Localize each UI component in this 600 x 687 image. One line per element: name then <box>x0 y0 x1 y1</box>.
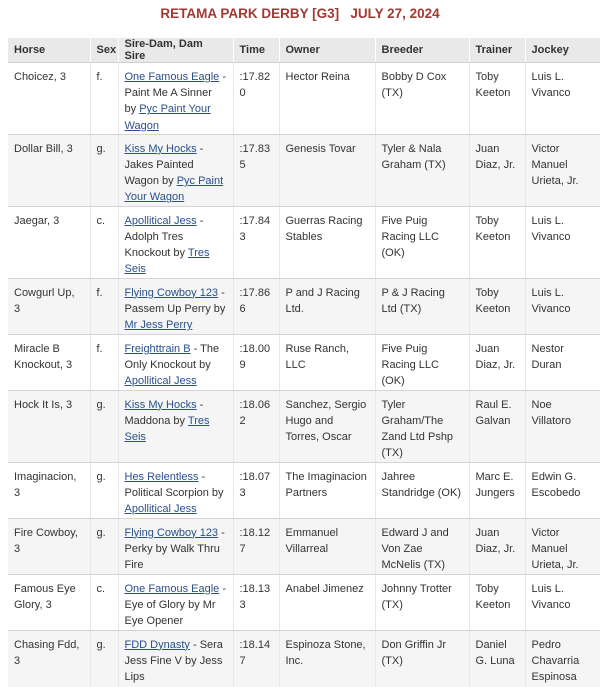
time-cell: :17.820 <box>233 63 279 135</box>
horse-cell: Imaginacion, 3 <box>8 462 90 518</box>
jockey-cell: Noe Villatoro <box>525 390 600 462</box>
dam-name: Perky <box>124 542 153 555</box>
time-cell: :18.147 <box>233 630 279 687</box>
owner-cell: Hector Reina <box>279 63 375 135</box>
pedigree-cell: One Famous Eagle - Paint Me A Sinner by Pyc Paint Your Wagon <box>118 63 233 135</box>
sex-cell: g. <box>90 390 118 462</box>
trainer-cell: Marc E. Jungers <box>469 462 525 518</box>
breeder-cell: Don Griffin Jr (TX) <box>375 630 469 687</box>
dam-name: Paint Me A Sinner <box>124 87 212 100</box>
trainer-cell: Juan Diaz, Jr. <box>469 518 525 574</box>
owner-cell: Ruse Ranch, LLC <box>279 334 375 390</box>
table-row <box>8 518 600 574</box>
col-header-owner: Owner <box>279 38 375 63</box>
horse-cell: Dollar Bill, 3 <box>8 134 90 206</box>
sire-link[interactable]: Kiss My Hocks <box>124 398 197 411</box>
dam-name: Jakes Painted Wagon <box>124 159 194 188</box>
jockey-cell: Pedro Chavarria Espinosa <box>525 630 600 687</box>
damsire-name: Walk Thru Fire <box>124 542 220 572</box>
jockey-cell: Nestor Duran <box>525 334 600 390</box>
breeder-cell: P & J Racing Ltd (TX) <box>375 278 469 334</box>
trainer-cell: Toby Keeton <box>469 574 525 630</box>
damsire-name: Mr Eye Opener <box>124 598 216 628</box>
page-title: RETAMA PARK DERBY [G3] JULY 27, 2024 <box>160 6 440 21</box>
damsire-link[interactable]: Pyc Paint Your Wagon <box>124 103 211 132</box>
sire-link[interactable]: One Famous Eagle <box>124 71 220 83</box>
horse-cell: Cowgurl Up, 3 <box>8 278 90 334</box>
time-cell: :18.062 <box>233 390 279 462</box>
dam-name: Passem Up Perry <box>124 302 211 315</box>
trainer-cell: Daniel G. Luna <box>469 630 525 687</box>
table-row <box>8 63 600 135</box>
pedigree-cell: Flying Cowboy 123 - Passem Up Perry by Mr Jess Perry <box>118 278 233 334</box>
owner-cell: Genesis Tovar <box>279 134 375 206</box>
horse-cell: Hock It Is, 3 <box>8 390 90 462</box>
breeder-cell: Jahree Standridge (OK) <box>375 462 469 518</box>
trainer-cell: Toby Keeton <box>469 206 525 278</box>
results-table <box>8 38 600 687</box>
dam-name: Political Scorpion <box>124 486 209 499</box>
pedigree-cell: Hes Relentless - Political Scorpion by Apollitical Jess <box>118 462 233 518</box>
jockey-cell: Luis L. Vivanco <box>525 206 600 278</box>
horse-cell: Choicez, 3 <box>8 63 90 135</box>
sex-cell: f. <box>90 63 118 135</box>
breeder-cell: Bobby D Cox (TX) <box>375 63 469 135</box>
sire-link[interactable]: Flying Cowboy 123 <box>124 526 219 539</box>
sex-cell: g. <box>90 630 118 687</box>
time-cell: :18.127 <box>233 518 279 574</box>
dam-name: Eye of Glory <box>124 598 186 611</box>
owner-cell: Espinoza Stone, Inc. <box>279 630 375 687</box>
breeder-cell: Edward J and Von Zae McNelis (TX) <box>375 518 469 574</box>
trainer-cell: Juan Diaz, Jr. <box>469 334 525 390</box>
table-row <box>8 334 600 390</box>
pedigree-cell: Kiss My Hocks - Maddona by Tres Seis <box>118 390 233 462</box>
owner-cell: Sanchez, Sergio Hugo and Torres, Oscar <box>279 390 375 462</box>
table-row <box>8 630 600 687</box>
col-header-jockey: Jockey <box>525 38 600 63</box>
col-header-time: Time <box>233 38 279 63</box>
horse-cell: Jaegar, 3 <box>8 206 90 278</box>
jockey-cell: Luis L. Vivanco <box>525 574 600 630</box>
breeder-cell: Tyler & Nala Graham (TX) <box>375 134 469 206</box>
owner-cell: The Imaginacion Partners <box>279 462 375 518</box>
sex-cell: c. <box>90 206 118 278</box>
owner-cell: P and J Racing Ltd. <box>279 278 375 334</box>
sire-link[interactable]: Apollitical Jess <box>124 214 197 227</box>
horse-cell: Fire Cowboy, 3 <box>8 518 90 574</box>
damsire-link[interactable]: Tres Seis <box>124 414 210 444</box>
damsire-link[interactable]: Mr Jess Perry <box>124 319 193 332</box>
time-cell: :17.843 <box>233 206 279 278</box>
sire-link[interactable]: Kiss My Hocks <box>124 142 197 155</box>
sex-cell: f. <box>90 334 118 390</box>
pedigree-cell: One Famous Eagle - Eye of Glory by Mr Eye Opener <box>118 574 233 630</box>
dam-name: Adolph Tres Knockout <box>124 230 184 260</box>
time-cell: :18.133 <box>233 574 279 630</box>
col-header-trainer: Trainer <box>469 38 525 63</box>
col-header-breeder: Breeder <box>375 38 469 63</box>
sex-cell: g. <box>90 518 118 574</box>
damsire-name: Jess Lips <box>124 654 223 684</box>
jockey-cell: Luis L. Vivanco <box>525 63 600 135</box>
owner-cell: Emmanuel Villarreal <box>279 518 375 574</box>
sire-link[interactable]: Flying Cowboy 123 <box>124 286 219 299</box>
table-row <box>8 462 600 518</box>
horse-cell: Famous Eye Glory, 3 <box>8 574 90 630</box>
jockey-cell: Edwin G. Escobedo <box>525 462 600 518</box>
dam-name: Sera Jess Fine V <box>124 638 223 667</box>
breeder-cell: Johnny Trotter (TX) <box>375 574 469 630</box>
jockey-cell: Victor Manuel Urieta, Jr. <box>525 134 600 206</box>
sex-cell: c. <box>90 574 118 630</box>
pedigree-cell: Flying Cowboy 123 - Perky by Walk Thru Fire <box>118 518 233 574</box>
dam-name: The Only Knockout <box>124 342 220 371</box>
damsire-link[interactable]: Apollitical Jess <box>124 503 197 516</box>
col-header-horse: Horse <box>8 38 90 63</box>
sex-cell: g. <box>90 462 118 518</box>
horse-cell: Chasing Fdd, 3 <box>8 630 90 687</box>
col-header-sex: Sex <box>90 38 118 63</box>
sex-cell: g. <box>90 134 118 206</box>
sex-cell: f. <box>90 278 118 334</box>
col-header-pedigree: Sire-Dam, Dam Sire <box>118 38 233 63</box>
sire-link[interactable]: FDD Dynasty <box>124 638 190 651</box>
time-cell: :17.866 <box>233 278 279 334</box>
time-cell: :18.073 <box>233 462 279 518</box>
table-row <box>8 574 600 630</box>
horse-cell: Miracle B Knockout, 3 <box>8 334 90 390</box>
time-cell: :17.835 <box>233 134 279 206</box>
damsire-link[interactable]: Tres Seis <box>124 247 210 276</box>
breeder-cell: Tyler Graham/The Zand Ltd Pshp (TX) <box>375 390 469 462</box>
pedigree-cell: Kiss My Hocks - Jakes Painted Wagon by Pyc Paint Your Wagon <box>118 134 233 206</box>
table-row <box>8 278 600 334</box>
sire-link[interactable]: One Famous Eagle <box>124 582 220 595</box>
breeder-cell: Five Puig Racing LLC (OK) <box>375 334 469 390</box>
table-row <box>8 390 600 462</box>
sire-link[interactable]: Freighttrain B <box>124 342 191 355</box>
trainer-cell: Juan Diaz, Jr. <box>469 134 525 206</box>
pedigree-cell: Freighttrain B - The Only Knockout by Apollitical Jess <box>118 334 233 390</box>
trainer-cell: Toby Keeton <box>469 278 525 334</box>
breeder-cell: Five Puig Racing LLC (OK) <box>375 206 469 278</box>
table-row <box>8 206 600 278</box>
jockey-cell: Victor Manuel Urieta, Jr. <box>525 518 600 574</box>
pedigree-cell: FDD Dynasty - Sera Jess Fine V by Jess Lips <box>118 630 233 687</box>
jockey-cell: Luis L. Vivanco <box>525 278 600 334</box>
damsire-link[interactable]: Pyc Paint Your Wagon <box>124 175 224 204</box>
pedigree-cell: Apollitical Jess - Adolph Tres Knockout by Tres Seis <box>118 206 233 278</box>
owner-cell: Guerras Racing Stables <box>279 206 375 278</box>
table-row <box>8 134 600 206</box>
dam-name: Maddona <box>124 414 171 427</box>
sire-link[interactable]: Hes Relentless <box>124 470 199 483</box>
owner-cell: Anabel Jimenez <box>279 574 375 630</box>
header-row <box>8 38 600 63</box>
time-cell: :18.009 <box>233 334 279 390</box>
trainer-cell: Toby Keeton <box>469 63 525 135</box>
trainer-cell: Raul E. Galvan <box>469 390 525 462</box>
damsire-link[interactable]: Apollitical Jess <box>124 375 197 388</box>
